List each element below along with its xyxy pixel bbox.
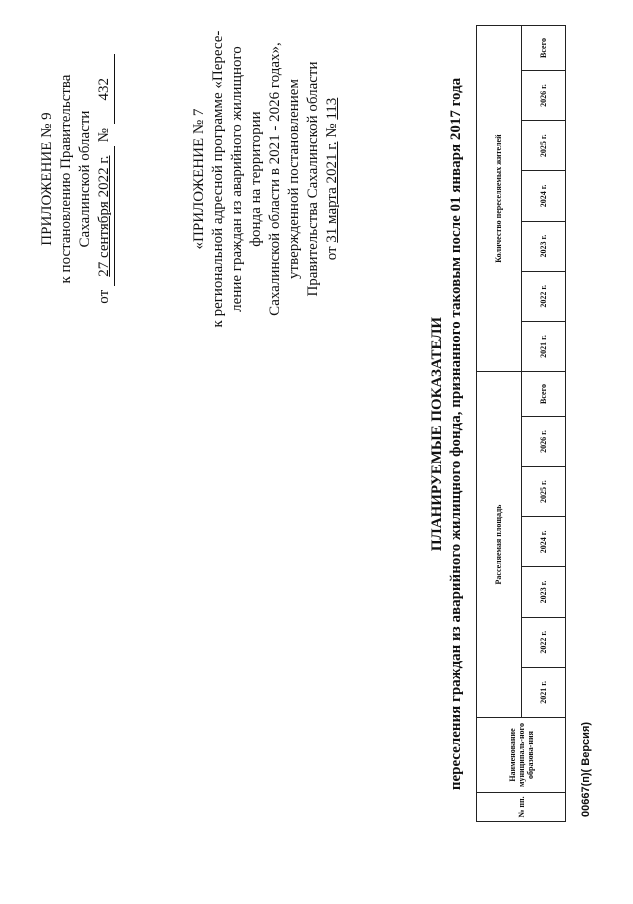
people-year-header: 2023 г.: [521, 221, 566, 271]
col-name-header: Наименование муниципаль-ного образова-ния: [477, 718, 566, 793]
area-year-header: 2021 г.: [521, 667, 566, 717]
appendix-9-title: ПРИЛОЖЕНИЕ № 9: [39, 112, 55, 246]
appendix-7-date: 31 марта 2021 г.: [324, 141, 340, 243]
col-num-header: № пп.: [477, 793, 566, 822]
appendix-7-date-line: [323, 4, 342, 354]
indicators-table: [476, 25, 566, 822]
appendix-7-block: [190, 4, 342, 354]
people-total-header: Всего: [521, 26, 566, 71]
appendix-7-line: фонда на территории: [248, 111, 264, 247]
people-year-header: 2021 г.: [521, 321, 566, 371]
people-year-header: 2024 г.: [521, 171, 566, 221]
area-year-header: 2022 г.: [521, 617, 566, 667]
people-year-header: 2025 г.: [521, 121, 566, 171]
appendix-9-block: [38, 14, 115, 344]
appendix-7-line: Правительства Сахалинской области: [305, 61, 321, 297]
appendix-7-line: утвержденной постановлением: [286, 79, 302, 279]
heading-subtitle: переселения граждан из аварийного жилищного фонда, признанного таковым после 01 января 2017 года: [448, 77, 464, 791]
appendix-7-line: к региональной адресной программе «Пересе-: [210, 30, 226, 328]
table-header-row: [477, 26, 522, 822]
area-year-header: 2025 г.: [521, 467, 566, 517]
appendix-9-number: 432: [95, 54, 115, 124]
people-year-header: 2022 г.: [521, 271, 566, 321]
people-year-header: 2026 г.: [521, 70, 566, 120]
footer-code: 00667(п)( Версия): [580, 721, 592, 817]
appendix-7-number: 113: [324, 97, 340, 120]
appendix-7-title: «ПРИЛОЖЕНИЕ № 7: [191, 108, 207, 250]
appendix-9-date-line: [95, 14, 115, 344]
appendix-7-line: Сахалинской области в 2021 - 2026 годах»,: [267, 42, 283, 316]
area-group-header: Расселяемая площадь: [477, 372, 522, 718]
area-year-header: 2024 г.: [521, 517, 566, 567]
heading: [428, 24, 466, 844]
people-group-header: Количество переселяемых жителей: [477, 26, 522, 372]
appendix-7-no-label: №: [324, 123, 340, 138]
heading-title: ПЛАНИРУЕМЫЕ ПОКАЗАТЕЛИ: [429, 316, 445, 552]
appendix-7-from: от: [324, 246, 340, 261]
appendix-9-line1: к постановлению Правительства: [58, 74, 74, 284]
area-year-header: 2026 г.: [521, 416, 566, 466]
appendix-9-no-label: №: [96, 128, 112, 143]
area-total-header: Всего: [521, 372, 566, 417]
table-years-row: [521, 26, 566, 822]
appendix-9-date: 27 сентября 2022 г.: [95, 146, 115, 286]
area-year-header: 2023 г.: [521, 567, 566, 617]
appendix-9-from: от: [96, 289, 112, 304]
appendix-9-line2: Сахалинской области: [77, 110, 93, 248]
appendix-7-line: ление граждан из аварийного жилищного: [229, 46, 245, 312]
